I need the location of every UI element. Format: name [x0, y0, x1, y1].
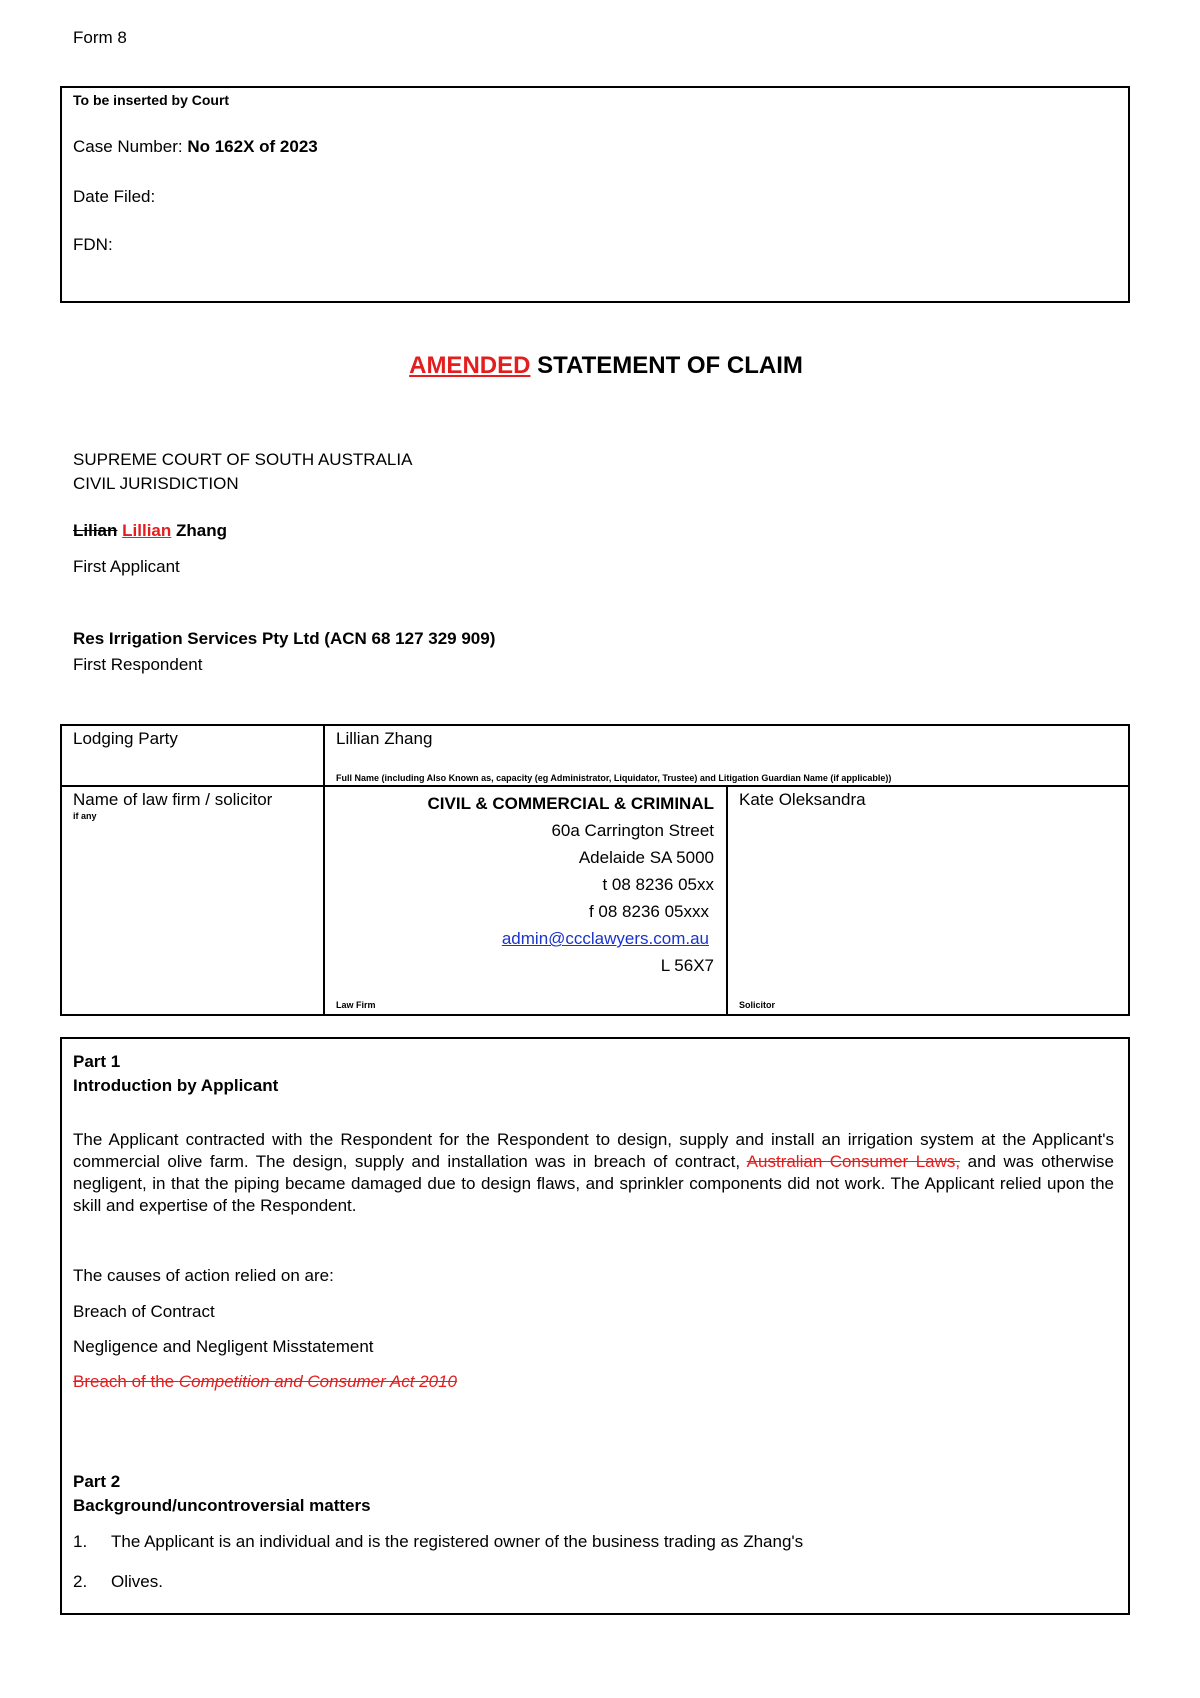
applicant-surname: Zhang — [176, 521, 227, 540]
law-firm-caption: Law Firm — [336, 1000, 376, 1010]
applicant-deleted-name: Lilian — [73, 521, 118, 540]
if-any-note: if any — [73, 811, 97, 821]
cause-3-text: Breach of the — [73, 1372, 175, 1391]
lodging-party-label: Lodging Party — [73, 729, 178, 748]
firm-phone: t 08 8236 05xx — [602, 875, 714, 894]
part1-introduction-paragraph — [73, 1129, 1114, 1217]
cause-deleted-competition-act — [73, 1372, 457, 1392]
cause-negligence: Negligence and Negligent Misstatement — [73, 1337, 374, 1356]
jurisdiction: CIVIL JURISDICTION — [73, 474, 239, 493]
list-item — [73, 1572, 163, 1592]
applicant-inserted-name: Lillian — [122, 521, 172, 540]
case-number-label: Case Number: — [73, 137, 183, 156]
part2-subheading: Background/uncontroversial matters — [73, 1496, 371, 1515]
part1-heading: Part 1 — [73, 1052, 121, 1071]
case-number-row — [73, 137, 318, 157]
applicant-role: First Applicant — [73, 557, 180, 576]
intro-text-a: The Applicant contracted with the Respondent for the Respondent to design, supply and install an irrigation system at the Applicant's commercial olive farm. The design, supply and installation was in breach of contract, — [73, 1130, 1114, 1171]
list-item-number: 2. — [73, 1572, 88, 1591]
firm-fax: f 08 8236 05xxx — [588, 902, 709, 921]
table-row-divider — [60, 785, 1130, 787]
cause-3-act-name: Competition and Consumer Act 2010 — [178, 1372, 457, 1391]
full-name-note: Full Name (including Also Known as, capacity (eg Administrator, Liquidator, Trustee) and Litigation Guardian Name (if applicable)) — [336, 773, 892, 783]
fdn-label: FDN: — [73, 235, 113, 254]
claim-body-box — [60, 1037, 1130, 1615]
list-item — [73, 1532, 803, 1552]
form-label: Form 8 — [73, 28, 127, 47]
firm-address-city: Adelaide SA 5000 — [578, 848, 714, 867]
title-rest: STATEMENT OF CLAIM — [537, 352, 803, 379]
document-title — [0, 352, 1200, 380]
respondent-role: First Respondent — [73, 655, 203, 674]
solicitor-name: Kate Oleksandra — [739, 790, 866, 809]
part2-heading: Part 2 — [73, 1472, 121, 1491]
list-item-number: 1. — [73, 1532, 88, 1551]
part1-subheading: Introduction by Applicant — [73, 1076, 279, 1095]
intro-text-b: and was otherwise negligent, in that the piping became damaged due to design flaws, and sprinkler components did not work. The Applicant relied upon the skill and expertise of the Respondent. — [73, 1152, 1114, 1215]
firm-code: L 56X7 — [660, 956, 714, 975]
law-firm-details — [326, 790, 714, 979]
applicant-name — [73, 521, 227, 541]
date-filed-label: Date Filed: — [73, 187, 156, 206]
court-box-heading: To be inserted by Court — [73, 92, 230, 108]
intro-deleted-text: Australian Consumer Laws, — [746, 1152, 961, 1171]
list-item-text: Olives. — [111, 1572, 163, 1591]
firm-address-street: 60a Carrington Street — [551, 821, 714, 840]
firm-email-link[interactable]: admin@ccclawyers.com.au — [501, 929, 709, 948]
solicitor-caption: Solicitor — [739, 1000, 776, 1010]
table-col-divider-2 — [726, 786, 728, 1016]
law-firm-label: Name of law firm / solicitor — [73, 790, 273, 809]
firm-name: CIVIL & COMMERCIAL & CRIMINAL — [427, 794, 714, 813]
case-number-value: No 162X of 2023 — [187, 137, 318, 156]
court-use-box — [60, 86, 1130, 303]
lodging-party-value: Lillian Zhang — [336, 729, 433, 748]
table-col-divider-1 — [323, 724, 325, 1016]
cause-breach-of-contract: Breach of Contract — [73, 1302, 215, 1321]
respondent-name: Res Irrigation Services Pty Ltd (ACN 68 127 329 909) — [73, 629, 496, 648]
title-amended: AMENDED — [409, 352, 531, 379]
list-item-text: The Applicant is an individual and is the registered owner of the business trading as Zhang's — [111, 1532, 804, 1551]
court-name: SUPREME COURT OF SOUTH AUSTRALIA — [73, 450, 413, 469]
causes-intro: The causes of action relied on are: — [73, 1266, 334, 1285]
